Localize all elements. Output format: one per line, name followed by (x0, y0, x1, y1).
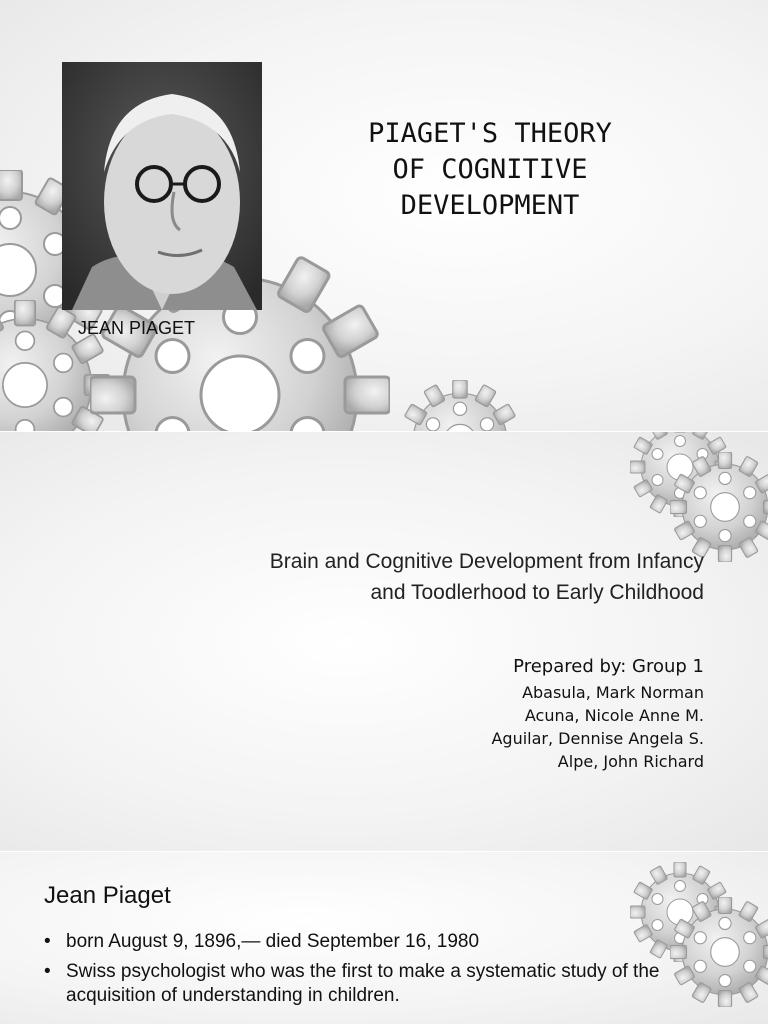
bullet-list (44, 930, 724, 1014)
biography-slide (0, 852, 768, 1024)
photo-caption: JEAN PIAGET (78, 318, 196, 338)
member-name: Abasula, Mark Norman (522, 683, 704, 702)
prepared-by-label: Prepared by: Group 1 (513, 656, 704, 677)
member-name: Aguilar, Dennise Angela S. (491, 729, 704, 748)
subtitle-slide (0, 432, 768, 852)
bullet-icon: • (44, 961, 51, 982)
bullet-icon: • (44, 931, 51, 952)
member-name: Alpe, John Richard (557, 752, 704, 771)
slide-heading: Jean Piaget (44, 882, 171, 909)
title-line: DEVELOPMENT (400, 190, 580, 221)
subtitle-line: and Toodlerhood to Early Childhood (370, 581, 704, 604)
slide-subtitle (104, 546, 704, 608)
portrait-photo (62, 62, 262, 310)
prepared-by-block (304, 653, 704, 773)
title-line: PIAGET'S THEORY (368, 118, 612, 149)
gear-shape (400, 380, 520, 432)
slide-title (300, 116, 680, 224)
bullet-item (44, 930, 724, 954)
bullet-item (44, 960, 724, 1008)
title-line: OF COGNITIVE (392, 154, 588, 185)
title-slide (0, 0, 768, 432)
gear-cluster-graphic (0, 432, 768, 852)
bullet-text: Swiss psychologist who was the first to make a systematic study of the acquisition of understanding in children. (66, 961, 660, 1006)
member-name: Acuna, Nicole Anne M. (524, 706, 704, 725)
bullet-text: born August 9, 1896,— died September 16, 1980 (66, 931, 480, 952)
subtitle-line: Brain and Cognitive Development from Infancy (269, 550, 704, 573)
